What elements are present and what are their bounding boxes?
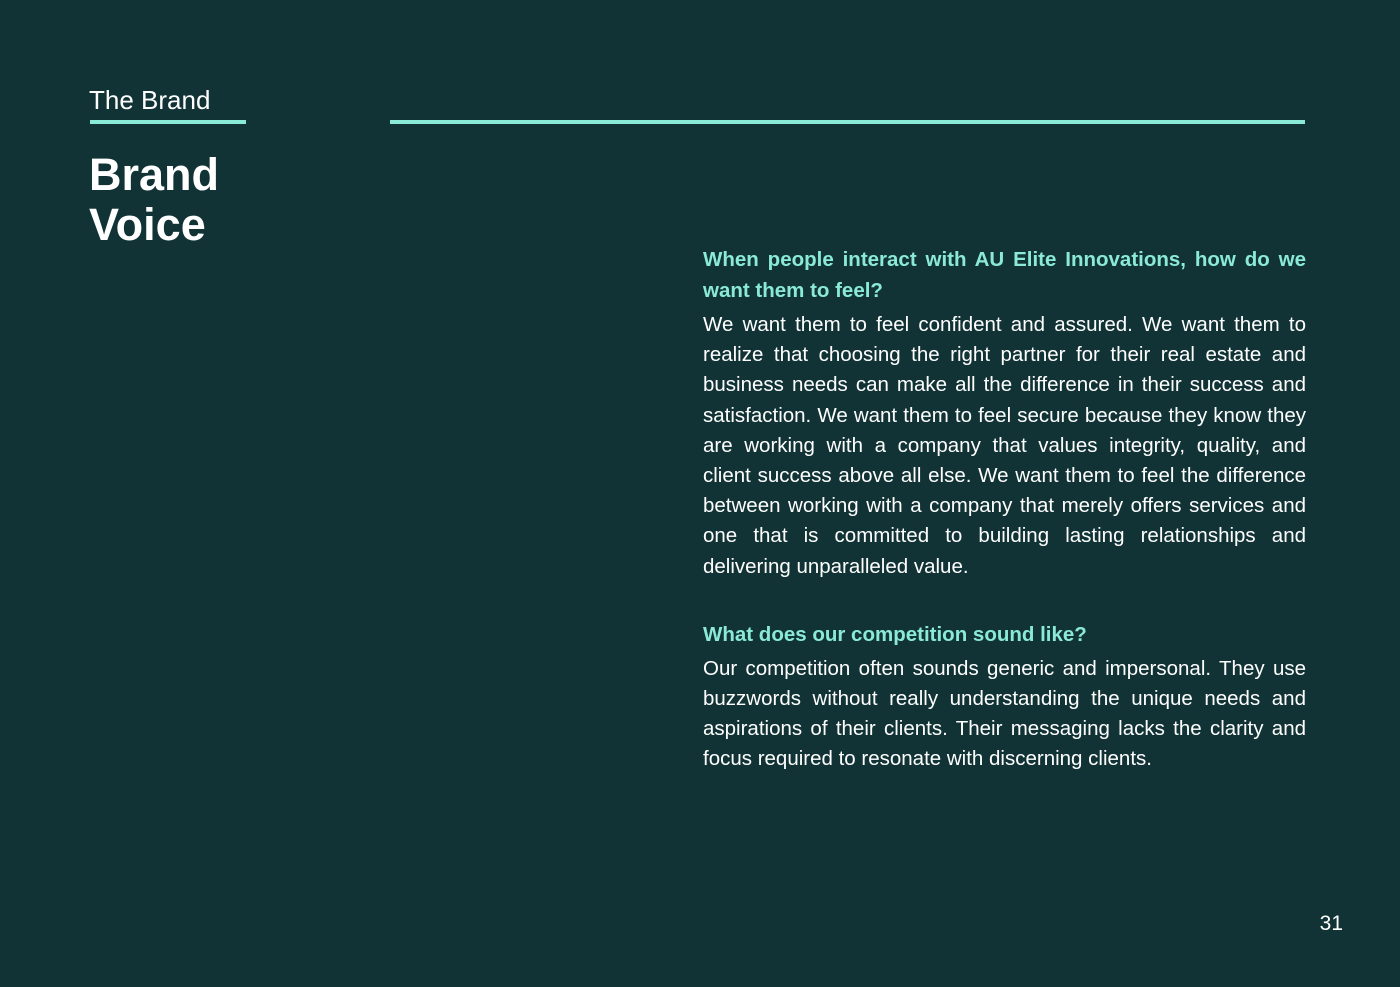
page-title-line-1: Brand <box>89 149 220 200</box>
section-label-underline <box>90 120 246 124</box>
feel-question: When people interact with AU Elite Innovations, how do we want them to feel? <box>703 248 1306 302</box>
feel-section <box>703 244 1306 582</box>
page-title-line-2: Voice <box>89 199 206 250</box>
page-number: 31 <box>1319 912 1343 935</box>
header-divider <box>390 120 1305 124</box>
content-column <box>703 244 1306 775</box>
competition-question: What does our competition sound like? <box>703 622 1087 646</box>
page-title <box>89 150 219 250</box>
competition-answer: Our competition often sounds generic and impersonal. They use buzzwords without really understanding the unique needs and aspirations of their clients. Their messaging lacks the clarity and focus required to resonate with discerning clients. <box>703 656 1306 771</box>
competition-section <box>703 619 1306 775</box>
section-label: The Brand <box>89 85 211 115</box>
feel-answer: We want them to feel confident and assured. We want them to realize that choosing the right partner for their real estate and business needs can make all the difference in their success and satisfaction. We want them to feel secure because they know they are working with a company that values integrity, quality, and client success above all else. We want them to feel the difference between working with a company that merely offers services and one that is committed to building lasting relationships and delivering unparalleled value. <box>703 313 1306 578</box>
